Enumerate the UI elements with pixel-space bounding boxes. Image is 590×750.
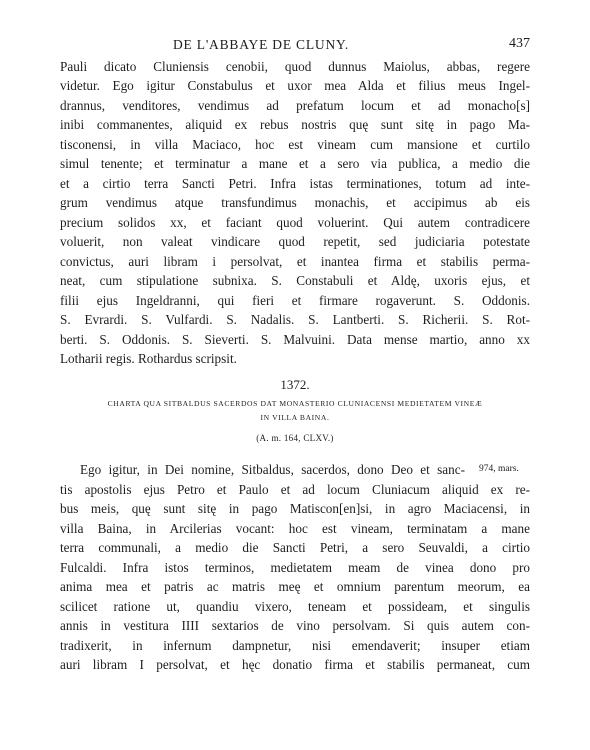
charter-line: annis in vestitura IIII sextarios de vino persolvam. Si quis autem con- bbox=[60, 618, 530, 633]
charter-line: villa Baina, in Arcilerias vocant: hoc est vineam, terminatam a mane bbox=[60, 521, 530, 536]
prev-charter-line: inibi commanentes, aliquid ex rebus nostris quę sunt sitę in pago Ma- bbox=[60, 117, 530, 132]
prev-charter-line: filii ejus Ingeldranni, qui fieri et firmare rogaverunt. S. Oddonis. bbox=[60, 293, 530, 308]
prev-charter-line: videtur. Ego igitur Constabulus et uxor mea Alda et filius meus Ingel- bbox=[60, 78, 530, 93]
prev-charter-line: voluerit, non valeat vindicare quod repetit, sed judiciaria potestate bbox=[60, 234, 530, 249]
charter-title-line: IN VILLA BAINA. bbox=[260, 413, 330, 422]
charter-number: 1372. bbox=[280, 377, 310, 392]
charter-line: anima mea et patris ac matris meę et omnium parentum meorum, ea bbox=[60, 579, 530, 594]
charter-line: Fulcaldi. Infra istos terminos, medietatem meam de vinea dono pro bbox=[60, 560, 530, 575]
charter-reference: (A. m. 164, CLXV.) bbox=[256, 433, 334, 443]
charter-title-line: CHARTA QUA SITBALDUS SACERDOS DAT MONASTERIO CLUNIACENSI MEDIETATEM VINEÆ bbox=[107, 399, 483, 408]
charter-line: auri libram I persolvat, et hęc donatio firma et stabilis permaneat, cum bbox=[60, 657, 530, 672]
charter-line: scilicet ratione ut, quandiu vixero, teneam et possideam, et singulis bbox=[60, 599, 530, 614]
prev-charter-line: et a cirtio terra Sancti Petri. Infra istas terminationes, totum ad inte- bbox=[60, 176, 530, 191]
prev-charter-line: S. Evrardi. S. Vulfardi. S. Nadalis. S. Lantberti. S. Richerii. S. Rot- bbox=[60, 312, 530, 327]
prev-charter-line: neat, cum stipulatione subnixa. S. Constabuli et Aldę, uxoris ejus, et bbox=[60, 273, 530, 288]
prev-charter-line: Pauli dicato Cluniensis cenobii, quod dunnus Maiolus, abbas, regere bbox=[60, 59, 530, 74]
prev-charter-line: berti. S. Oddonis. S. Sieverti. S. Malvuini. Data mense martio, anno xx bbox=[60, 332, 530, 347]
charter-line: bus meis, quę sunt sitę in pago Matiscon[en]si, in agro Maciacensi, in bbox=[60, 501, 530, 516]
running-title: DE L'ABBAYE DE CLUNY. bbox=[173, 37, 349, 52]
prev-charter-line: drannus, venditores, vendimus ad prefatum locum et ad monacho[s] bbox=[60, 98, 530, 113]
prev-charter-line: grum vendimus atque transfundimus monachis, et accipimus ab eis bbox=[60, 195, 530, 210]
prev-charter-line: Lotharii regis. Rothardus scripsit. bbox=[60, 351, 237, 366]
prev-charter-line: convictus, auri libram i persolvat, et inantea firma et stabilis perma- bbox=[60, 254, 530, 269]
prev-charter-line: precium solidos xx, et faciant quod voluerint. Qui autem contradicere bbox=[60, 215, 530, 230]
charter-line: tis apostolis ejus Petro et Paulo et ad locum Cluniacum aliquid ex re- bbox=[60, 482, 530, 497]
prev-charter-line: tisconensi, in villa Maciaco, hoc est vineam cum mansione et curtilo bbox=[60, 137, 530, 152]
running-head bbox=[60, 37, 530, 55]
page-number: 437 bbox=[509, 36, 530, 51]
charter-line: tradixerit, in infernum dampnetur, nisi emendaverit; insuper etiam bbox=[60, 638, 530, 653]
margin-date: 974, mars. bbox=[479, 464, 519, 474]
charter-line: terra communali, a medio die Sancti Petri, a sero Seuvaldi, a cirtio bbox=[60, 540, 530, 555]
charter-line: Ego igitur, in Dei nomine, Sitbaldus, sacerdos, dono Deo et sanc- bbox=[80, 462, 465, 477]
prev-charter-line: simul tenente; et terminatur a mane et a sero via publica, a medio die bbox=[60, 156, 530, 171]
